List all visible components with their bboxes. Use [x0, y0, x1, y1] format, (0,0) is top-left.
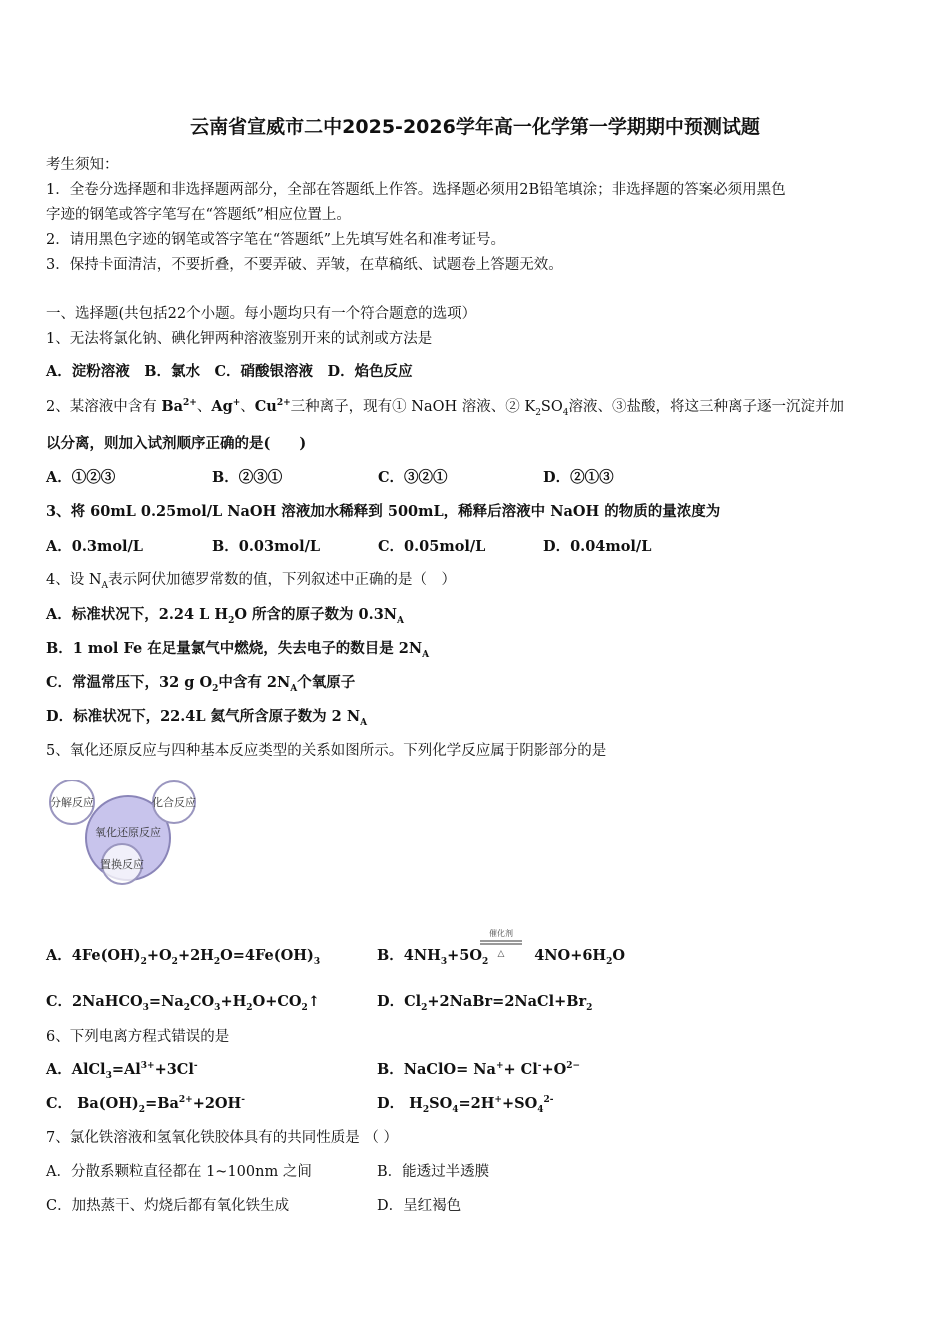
catalyst-label: 催化剂 — [489, 929, 513, 938]
decompose-label: 分解反应 — [50, 796, 94, 809]
reaction-venn-diagram — [44, 780, 204, 892]
q7-option-b: B．能透过半透膜 — [377, 1164, 490, 1180]
combine-label: 化合反应 — [152, 796, 196, 809]
q6-option-c: C． $Ba(OH)_2=Ba^{2+}+2OH^-$ — [46, 1095, 246, 1115]
q1-stem: 1、无法将氯化钠、碘化钾两种溶液鉴别开来的试剂或方法是 — [46, 331, 433, 347]
q5-option-a: A．$4Fe(OH)_2+O_2+2H_2O=4Fe(OH)_3$ — [46, 947, 321, 967]
q7-option-d: D．呈红褐色 — [377, 1198, 462, 1214]
notice-item-1-line2: 字迹的钢笔或答字笔写在“答题纸”相应位置上。 — [46, 207, 351, 223]
q3-option-a: A．0.3mol/L — [46, 538, 143, 555]
page-title: 云南省宣威市二中2025-2026学年高一化学第一学期期中预测试题 — [190, 116, 760, 138]
q6-option-a: A．$AlCl_3=Al^{3+}+3Cl^-$ — [46, 1061, 198, 1081]
q2-stem-line2: 以分离，则加入试剂顺序正确的是( ) — [46, 435, 307, 452]
notice-heading: 考生须知： — [46, 157, 119, 173]
q4-option-b: B．1 mol Fe 在足量氯气中燃烧，失去电子的数目是 $2N_A$ — [46, 640, 430, 660]
q4-option-a: A．标准状况下，2.24 L $H_2O$ 所含的原子数为 $0.3N_A$ — [46, 606, 405, 626]
q6-option-d: D． $H_2SO_4=2H^++SO_4^{2-}$ — [377, 1095, 554, 1115]
q5-option-b: B．$4NH_3+5O_2$ $4NO+6H_2O$ — [377, 947, 626, 967]
redox-label: 氧化还原反应 — [95, 826, 161, 839]
q2-option-b: B．②③① — [212, 469, 283, 486]
catalyst-condition-sign — [478, 928, 524, 962]
q4-option-c: C．常温常压下，32 g $O_2$中含有 $2N_A$个氧原子 — [46, 674, 356, 694]
q4-option-d: D．标准状况下，22.4L 氦气所含原子数为 2 $N_A$ — [46, 708, 368, 728]
heat-label: △ — [497, 949, 505, 959]
q6-stem: 6、下列电离方程式错误的是 — [46, 1029, 230, 1045]
q6-option-b: B．NaClO= $Na^++ Cl^-+O^{2-}$ — [377, 1061, 581, 1078]
q7-option-c: C．加热蒸干、灼烧后都有氧化铁生成 — [46, 1198, 290, 1214]
q1-options: A．淀粉溶液 B．氯水 C．硝酸银溶液 D．焰色反应 — [46, 363, 413, 380]
notice-item-1-line1: 1．全卷分选择题和非选择题两部分，全部在答题纸上作答。选择题必须用2B铅笔填涂；非选择题的答案必须用黑色 — [46, 182, 786, 198]
q3-option-c: C．0.05mol/L — [378, 538, 486, 555]
q3-option-b: B．0.03mol/L — [212, 538, 321, 555]
q3-stem: 3、将 60mL 0.25mol/L NaOH 溶液加水稀释到 500mL，稀释后溶液中 NaOH 的物质的量浓度为 — [46, 503, 721, 520]
q2-stem: 2、某溶液中含有 $Ba^{2+}$、Ag+、$Cu^{2+}$三种离子，现有① NaOH 溶液、② $K_2SO_4$溶液、③盐酸，将这三种离子逐一沉淀并加 — [46, 398, 844, 418]
q5-option-d: D．$Cl_2+2NaBr=2NaCl+Br_2$ — [377, 993, 593, 1013]
q4-stem: 4、设 $N_A$表示阿伏加德罗常数的值，下列叙述中正确的是（ ） — [46, 572, 457, 591]
q2-option-a: A．①②③ — [46, 469, 116, 486]
notice-item-2: 2．请用黑色字迹的钢笔或答字笔在“答题纸”上先填写姓名和准考证号。 — [46, 232, 506, 248]
q7-option-a: A．分散系颗粒直径都在 1~100nm 之间 — [46, 1164, 312, 1180]
q7-stem: 7、氯化铁溶液和氢氧化铁胶体具有的共同性质是 （ ） — [46, 1130, 398, 1146]
q5-stem: 5、氧化还原反应与四种基本反应类型的关系如图所示。下列化学反应属于阴影部分的是 — [46, 743, 607, 759]
q2-option-d: D．②①③ — [543, 469, 614, 486]
q5-option-c: C．$2NaHCO_3=Na_2CO_3+H_2O+CO_2↑$ — [46, 993, 320, 1013]
replace-label: 置换反应 — [100, 858, 144, 871]
q3-option-d: D．0.04mol/L — [543, 538, 652, 555]
q2-option-c: C．③②① — [378, 469, 448, 486]
notice-item-3: 3．保持卡面清洁，不要折叠，不要弄破、弄皱，在草稿纸、试题卷上答题无效。 — [46, 257, 563, 273]
section-heading: 一、选择题(共包括22个小题。每小题均只有一个符合题意的选项） — [46, 306, 477, 322]
